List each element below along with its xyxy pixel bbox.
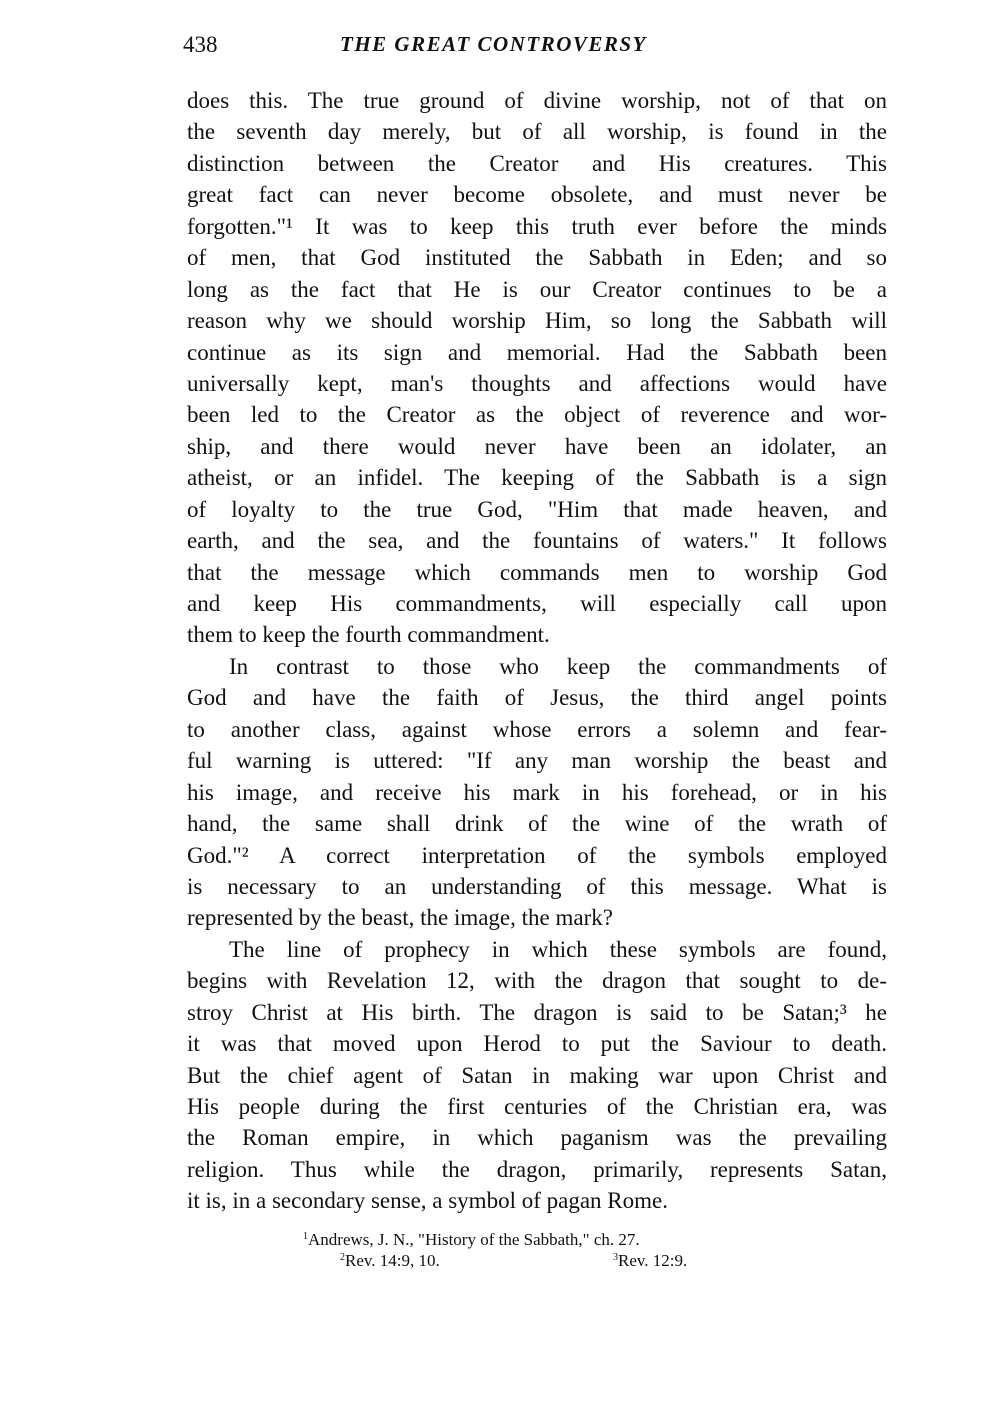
- text-line: it was that moved upon Herod to put the Saviour to death.: [187, 1031, 887, 1057]
- text-line: stroy Christ at His birth. The dragon is said to be Satan;³ he: [187, 999, 887, 1025]
- text-line: the seventh day merely, but of all worship, is found in the: [187, 119, 887, 145]
- text-line: to another class, against whose errors a solemn and fear-: [187, 716, 887, 742]
- paragraph: [187, 85, 887, 651]
- text-line: religion. Thus while the dragon, primarily, represents Satan,: [187, 1156, 887, 1182]
- text-line: reason why we should worship Him, so long the Sabbath will: [187, 308, 887, 334]
- text-line: represented by the beast, the image, the mark?: [187, 905, 613, 931]
- footnote-3: $^3$Rev. 12:9.: [613, 1251, 688, 1270]
- text-line: does this. The true ground of divine worship, not of that on: [187, 88, 887, 113]
- footnote-2: $^2$Rev. 14:9, 10.: [340, 1251, 440, 1270]
- text-line: forgotten."¹ It was to keep this truth ever before the minds: [187, 213, 887, 239]
- text-line: earth, and the sea, and the fountains of waters." It follows: [187, 528, 887, 554]
- text-line: his image, and receive his mark in his forehead, or in his: [187, 779, 887, 805]
- text-line: is necessary to an understanding of this message. What is: [187, 873, 887, 899]
- running-title: THE GREAT CONTROVERSY: [340, 32, 647, 56]
- paragraph: [187, 651, 887, 934]
- text-line: God and have the faith of Jesus, the third angel points: [187, 685, 887, 711]
- text-line: and keep His commandments, will especially call upon: [187, 591, 887, 616]
- text-line: universally kept, man's thoughts and affections would have: [187, 370, 887, 396]
- page-number: 438: [183, 32, 218, 57]
- body-text: [187, 85, 887, 1217]
- text-line: The line of prophecy in which these symbols are found,: [229, 936, 887, 962]
- text-line: atheist, or an infidel. The keeping of the Sabbath is a sign: [187, 465, 887, 491]
- footnote-1: $^1$Andrews, J. N., "History of the Sabbath," ch. 27.: [303, 1230, 640, 1249]
- text-line: of men, that God instituted the Sabbath in Eden; and so: [187, 245, 887, 271]
- text-line: long as the fact that He is our Creator continues to be a: [187, 276, 887, 302]
- text-line: hand, the same shall drink of the wine of the wrath of: [187, 811, 887, 837]
- text-line: But the chief agent of Satan in making war upon Christ and: [187, 1062, 887, 1088]
- paragraph: [187, 934, 887, 1217]
- text-line: continue as its sign and memorial. Had the Sabbath been: [187, 339, 887, 365]
- text-line: it is, in a secondary sense, a symbol of pagan Rome.: [187, 1188, 668, 1214]
- text-line: ship, and there would never have been an idolater, an: [187, 433, 887, 459]
- text-line: the Roman empire, in which paganism was the prevailing: [187, 1125, 887, 1151]
- text-line: In contrast to those who keep the commandments of: [229, 653, 887, 679]
- text-line: God."² A correct interpretation of the symbols employed: [187, 842, 887, 868]
- text-line: that the message which commands men to worship God: [187, 559, 887, 585]
- text-line: them to keep the fourth commandment.: [187, 622, 550, 648]
- text-line: been led to the Creator as the object of reverence and wor-: [187, 402, 887, 428]
- text-line: begins with Revelation 12, with the dragon that sought to de-: [187, 968, 887, 994]
- text-line: ful warning is uttered: "If any man worship the beast and: [187, 748, 887, 774]
- text-line: His people during the first centuries of the Christian era, was: [187, 1094, 887, 1119]
- text-line: of loyalty to the true God, "Him that made heaven, and: [187, 496, 887, 522]
- text-line: great fact can never become obsolete, and must never be: [187, 182, 887, 208]
- text-line: distinction between the Creator and His creatures. This: [187, 150, 887, 176]
